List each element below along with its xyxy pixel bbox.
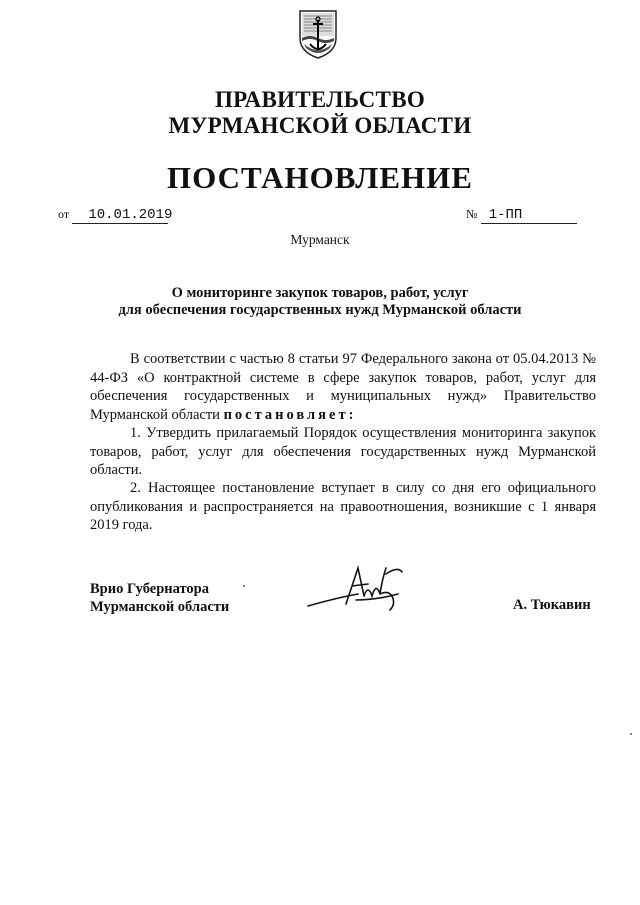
item-1-paragraph: 1. Утвердить прилагаемый Порядок осуществления мониторинга закупок товаров, работ, услуг для обеспечения государственных нужд Мурманской области.: [90, 425, 596, 478]
date-field: [58, 206, 173, 224]
decree-word: постановляет:: [223, 406, 357, 423]
signatory-name: А. Тюкавин: [513, 597, 591, 613]
preamble-text: В соответствии с частью 8 статьи 97 Федерального закона от 05.04.2013 № 44-ФЗ «О контрактной системе в сфере закупок товаров, работ, услуг для обеспечения государственных и муниципальных нужд» Правительство Мурманской области: [90, 351, 596, 423]
signatory-title-line2: Мурманской области: [90, 599, 230, 615]
government-name-line2: МУРМАНСКОЙ ОБЛАСТИ: [168, 113, 472, 138]
document-title-line2: для обеспечения государственных нужд Мурманской области: [118, 302, 522, 318]
date-prefix: от: [58, 207, 70, 221]
document-number: 1-ПП: [488, 207, 523, 223]
city: Мурманск: [290, 232, 350, 247]
number-field: [466, 206, 577, 224]
document-date: 10.01.2019: [88, 207, 173, 223]
document-title-line1: О мониторинге закупок товаров, работ, услуг: [171, 285, 469, 301]
scan-speck: [243, 585, 245, 587]
preamble-paragraph: [90, 350, 596, 424]
signatory-title-line1: Врио Губернатора: [90, 581, 209, 597]
document-type: ПОСТАНОВЛЕНИЕ: [167, 160, 473, 195]
government-name-line1: ПРАВИТЕЛЬСТВО: [214, 87, 426, 112]
scan-speck: [630, 733, 632, 735]
item-2-paragraph: 2. Настоящее постановление вступает в силу со дня его официального опубликования и распространяется на правоотношения, возникшие с 1 января 2019 года.: [90, 480, 596, 533]
handwritten-signature: [306, 560, 410, 616]
coat-of-arms-icon: [296, 8, 340, 60]
number-prefix: №: [466, 207, 478, 221]
